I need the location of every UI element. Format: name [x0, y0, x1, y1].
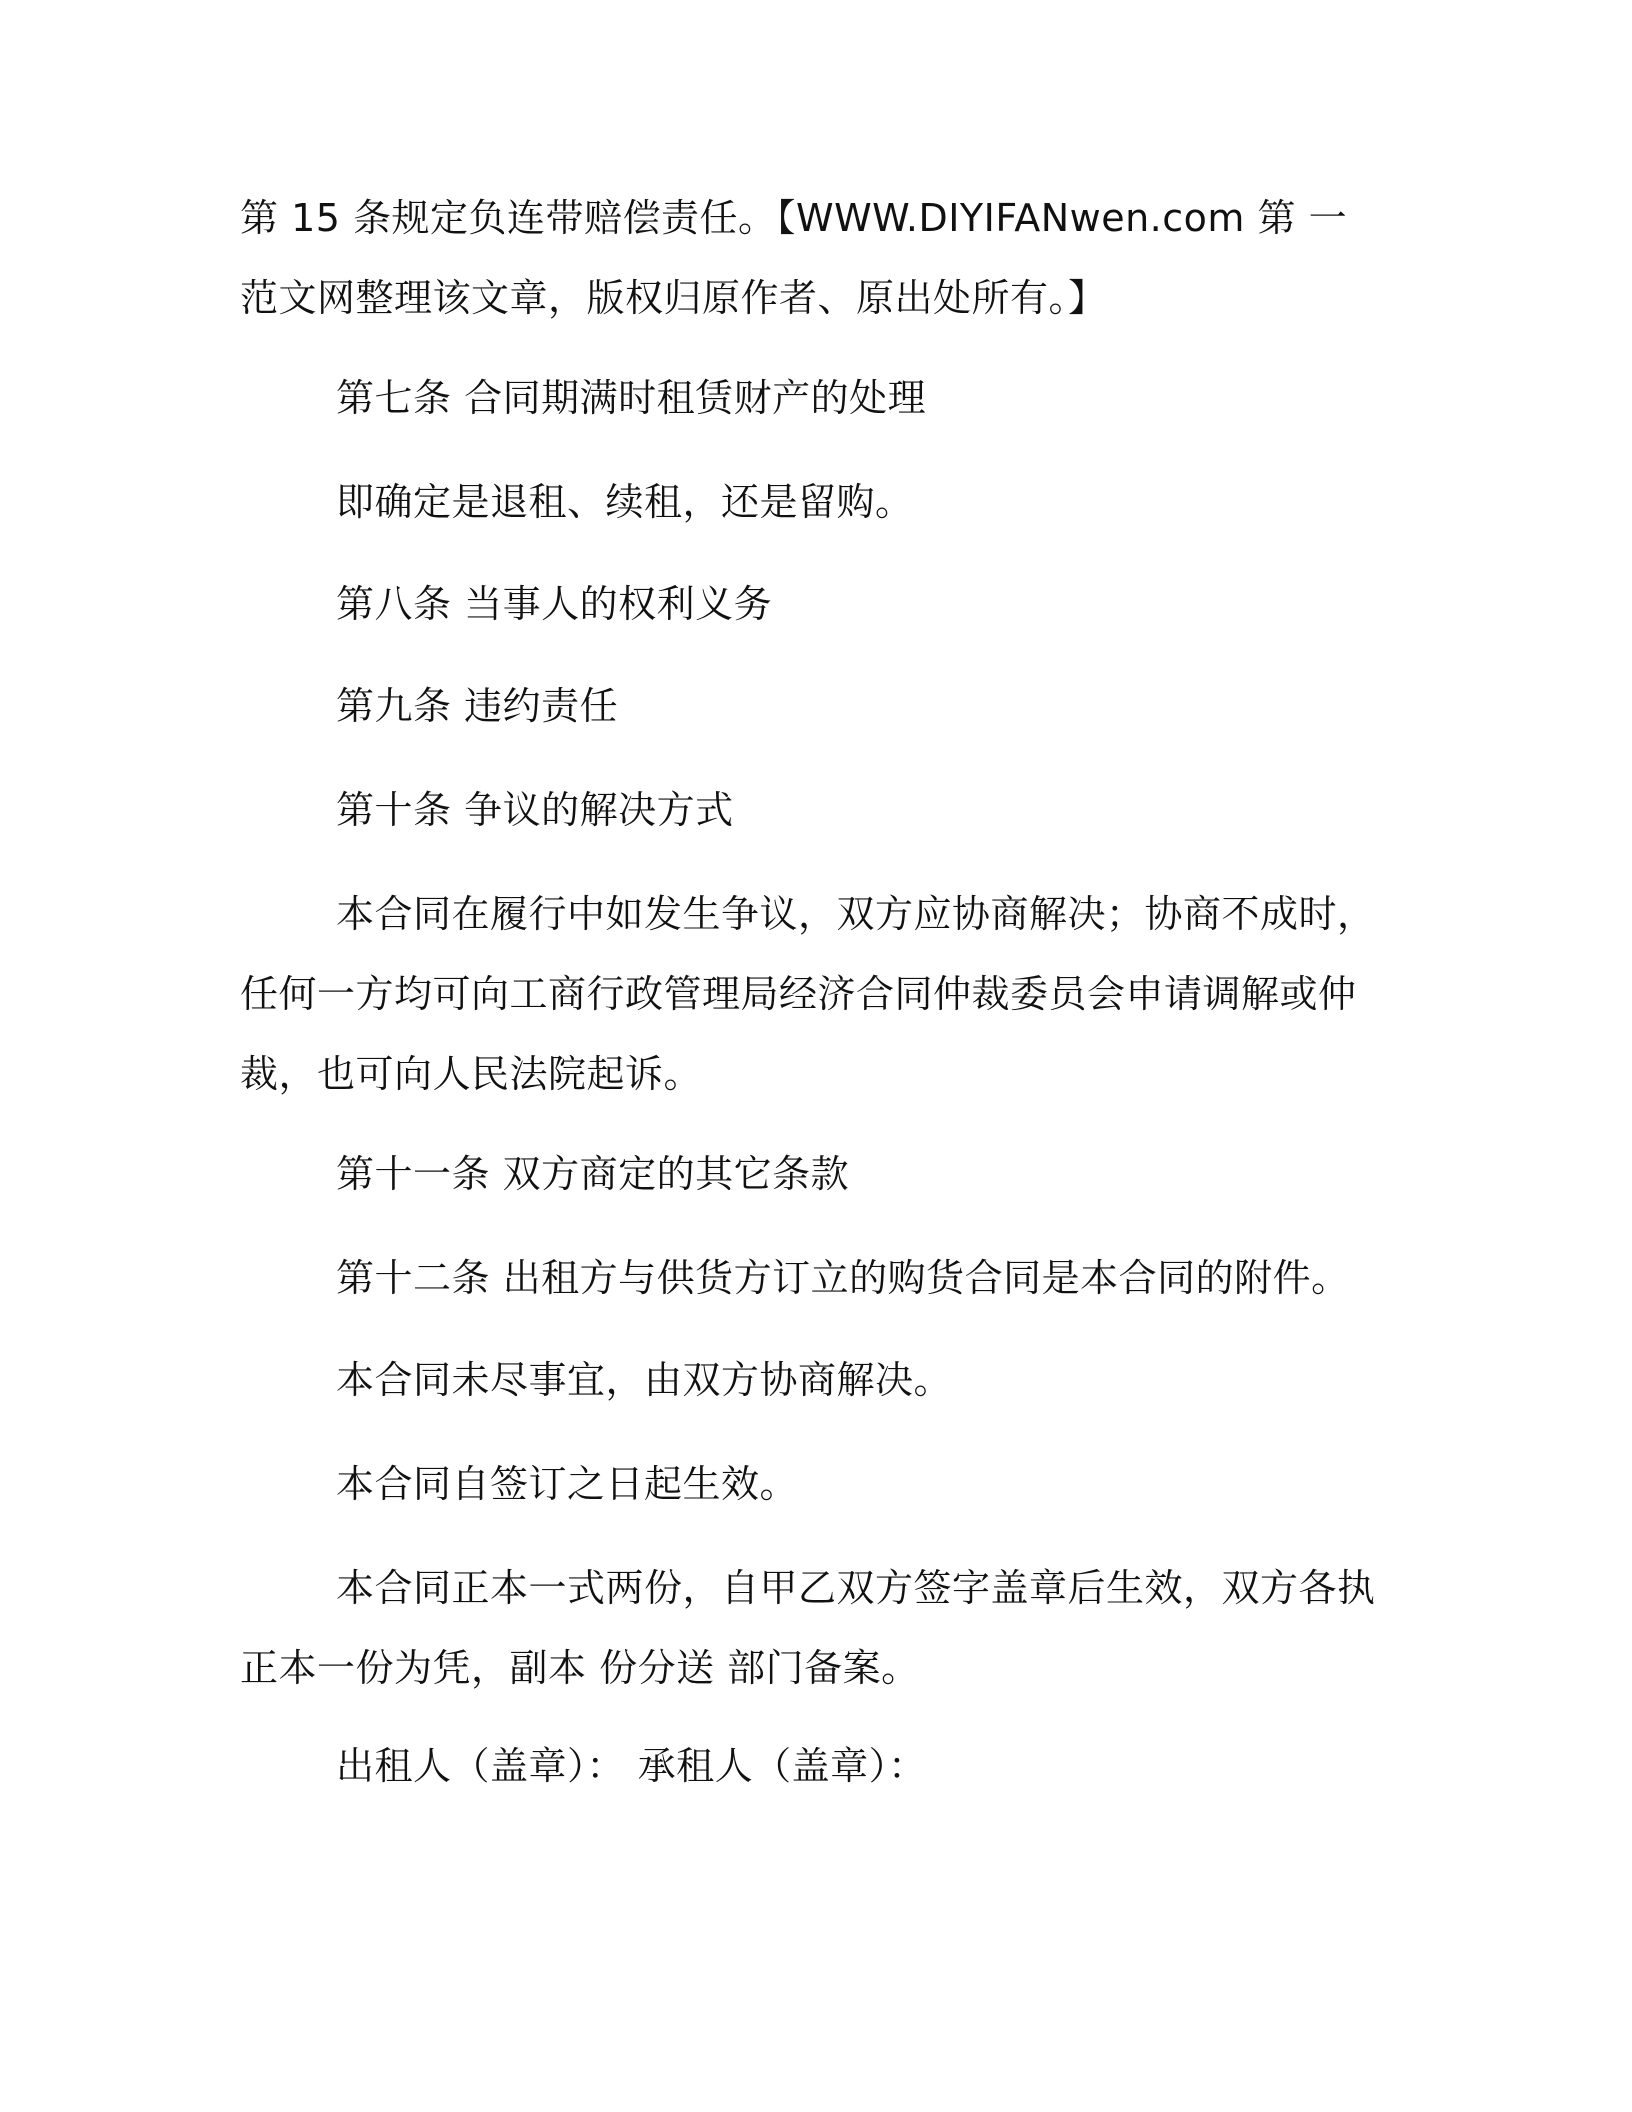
paragraph-dispute-resolution: 本合同在履行中如发生争议，双方应协商解决；协商不成时，任何一方均可向工商行政管理局经济合同仲裁委员会申请调解或仲裁，也可向人民法院起诉。 [240, 892, 1376, 1096]
signature-line: 出租人（盖章）： 承租人（盖章）： [336, 1744, 927, 1788]
heading-article-11: 第十一条 双方商定的其它条款 [336, 1152, 850, 1196]
paragraph-article-15-liability: 第 15 条规定负连带赔偿责任。【WWW.DIYIFANwen.com 第 一范文网整理该文章，版权归原作者、原出处所有。】 [240, 196, 1348, 320]
paragraph-copies: 本合同正本一式两份，自甲乙双方签字盖章后生效，双方各执正本一份为凭，副本 份分送 部门备案。 [240, 1566, 1376, 1690]
heading-article-12: 第十二条 出租方与供货方订立的购货合同是本合同的附件。 [336, 1256, 1350, 1300]
paragraph-unresolved-matters: 本合同未尽事宜，由双方协商解决。 [336, 1358, 953, 1402]
heading-article-10: 第十条 争议的解决方式 [336, 788, 734, 832]
paragraph-effective-date: 本合同自签订之日起生效。 [336, 1462, 799, 1506]
heading-article-8: 第八条 当事人的权利义务 [336, 582, 773, 626]
paragraph-article-7-body: 即确定是退租、续租，还是留购。 [336, 480, 914, 524]
heading-article-9: 第九条 违约责任 [336, 684, 619, 728]
heading-article-7: 第七条 合同期满时租赁财产的处理 [336, 376, 927, 420]
